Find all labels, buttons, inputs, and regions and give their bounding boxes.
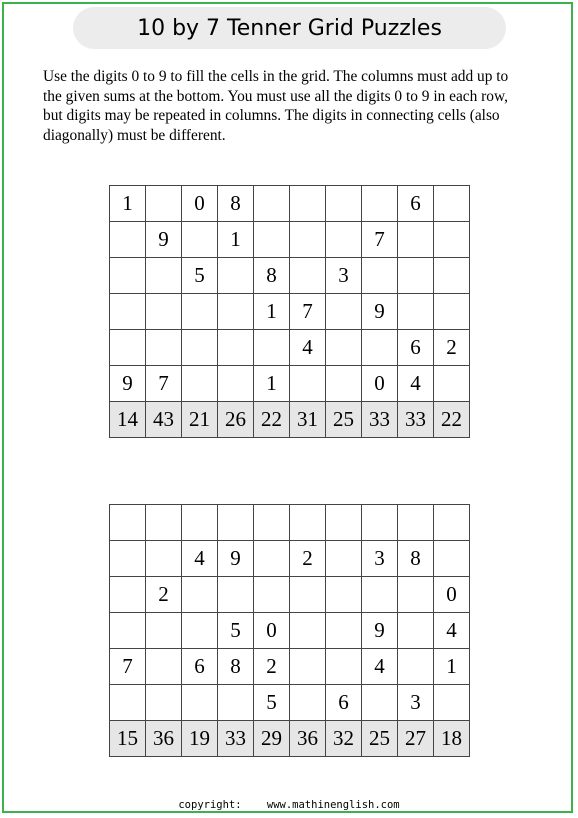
column-sum: 33 [362,402,398,438]
grid-cell[interactable] [326,186,362,222]
grid-cell[interactable] [146,330,182,366]
grid-cell[interactable]: 2 [290,541,326,577]
grid-cell[interactable]: 1 [434,649,470,685]
column-sum: 22 [434,402,470,438]
grid-cell[interactable] [398,613,434,649]
grid-cell[interactable] [110,222,146,258]
grid-cell[interactable] [254,222,290,258]
grid-cell[interactable] [362,685,398,721]
grid-cell[interactable] [182,366,218,402]
grid-cell[interactable] [434,186,470,222]
grid-row [110,366,470,402]
column-sum: 31 [290,402,326,438]
grid-cell[interactable] [362,258,398,294]
grid-cell[interactable]: 3 [326,258,362,294]
grid-cell[interactable]: 7 [290,294,326,330]
grid-cell[interactable]: 5 [254,685,290,721]
grid-cell[interactable]: 7 [146,366,182,402]
grid-cell[interactable]: 5 [218,613,254,649]
grid-cell[interactable] [434,366,470,402]
grid-cell[interactable]: 1 [254,294,290,330]
instruction-line: diagonally) must be different. [43,126,226,144]
grid-cell[interactable] [146,505,182,541]
grid-cell[interactable] [254,186,290,222]
grid-cell[interactable] [434,685,470,721]
grid-cell[interactable] [326,577,362,613]
column-sum: 15 [110,721,146,757]
grid-cell[interactable]: 6 [398,186,434,222]
column-sum: 25 [326,402,362,438]
grid-cell[interactable] [110,685,146,721]
grid-cell[interactable]: 9 [146,222,182,258]
grid-cell[interactable] [146,613,182,649]
grid-cell[interactable] [434,258,470,294]
grid-cell[interactable] [218,505,254,541]
grid-cell[interactable] [398,258,434,294]
grid-row [110,186,470,222]
grid-cell[interactable] [326,366,362,402]
column-sum: 36 [290,721,326,757]
column-sum: 36 [146,721,182,757]
grid-cell[interactable]: 8 [218,649,254,685]
grid-cell[interactable]: 7 [362,222,398,258]
grid-cell[interactable] [398,577,434,613]
grid-cell[interactable]: 2 [254,649,290,685]
grid-cell[interactable] [326,294,362,330]
grid-cell[interactable] [290,685,326,721]
puzzle-grid-2 [109,504,470,757]
grid-cell[interactable] [434,541,470,577]
grid-cell[interactable]: 9 [218,541,254,577]
puzzle-grid-1 [109,185,470,438]
grid-cell[interactable] [434,294,470,330]
grid-cell[interactable]: 4 [290,330,326,366]
grid-cell[interactable] [182,294,218,330]
grid-cell[interactable]: 2 [434,330,470,366]
grid-cell[interactable]: 6 [326,685,362,721]
column-sum: 22 [254,402,290,438]
grid-cell[interactable] [362,577,398,613]
grid-cell[interactable] [290,366,326,402]
grid-cell[interactable] [110,505,146,541]
grid-cell[interactable]: 0 [254,613,290,649]
grid-cell[interactable] [218,330,254,366]
grid-cell[interactable]: 3 [362,541,398,577]
grid-cell[interactable] [110,541,146,577]
column-sum: 19 [182,721,218,757]
grid-cell[interactable]: 0 [434,577,470,613]
instruction-line: the given sums at the bottom. You must use all the digits 0 to 9 in each row, [43,87,508,105]
grid-cell[interactable]: 0 [362,366,398,402]
grid-cell[interactable]: 7 [110,649,146,685]
grid-cell[interactable] [182,222,218,258]
grid-row [110,222,470,258]
copyright-footer [0,799,578,811]
grid-cell[interactable]: 6 [182,649,218,685]
grid-cell[interactable] [398,222,434,258]
grid-cell[interactable] [110,613,146,649]
grid-cell[interactable]: 1 [254,366,290,402]
column-sum: 32 [326,721,362,757]
copyright-label: copyright: [178,799,242,811]
grid-cell[interactable]: 1 [110,186,146,222]
grid-cell[interactable]: 9 [110,366,146,402]
grid-cell[interactable] [290,649,326,685]
grid-cell[interactable] [254,505,290,541]
column-sum: 26 [218,402,254,438]
instructions [43,67,543,145]
grid-cell[interactable] [146,186,182,222]
grid-cell[interactable] [146,294,182,330]
grid-cell[interactable]: 4 [398,366,434,402]
grid-cell[interactable]: 9 [362,613,398,649]
instruction-line: but digits may be repeated in columns. The digits in connecting cells (also [43,107,500,124]
grid-cell[interactable] [326,541,362,577]
grid-cell[interactable]: 8 [254,258,290,294]
grid-cell[interactable] [218,685,254,721]
grid-cell[interactable]: 9 [362,294,398,330]
sum-row [110,402,470,438]
grid-cell[interactable] [398,505,434,541]
grid-cell[interactable] [110,294,146,330]
page-title [73,7,506,49]
grid-cell[interactable] [110,330,146,366]
grid-cell[interactable] [326,613,362,649]
grid-cell[interactable] [254,330,290,366]
grid-cell[interactable] [182,505,218,541]
grid-cell[interactable] [182,613,218,649]
column-sum: 33 [398,402,434,438]
grid-row [110,294,470,330]
grid-cell[interactable]: 3 [398,685,434,721]
title-text: 10 by 7 Tenner Grid Puzzles [137,15,442,41]
grid-cell[interactable]: 1 [218,222,254,258]
grid-cell[interactable] [326,222,362,258]
grid-cell[interactable] [326,505,362,541]
grid-cell[interactable] [254,577,290,613]
grid-cell[interactable] [290,258,326,294]
grid-cell[interactable] [290,613,326,649]
grid-cell[interactable] [290,186,326,222]
grid-cell[interactable] [182,330,218,366]
grid-row [110,258,470,294]
grid-cell[interactable]: 0 [182,186,218,222]
grid-cell[interactable] [146,541,182,577]
website-link[interactable]: www.mathinenglish.com [266,799,400,811]
grid-cell[interactable]: 4 [362,649,398,685]
grid-cell[interactable] [290,222,326,258]
grid-row [110,577,470,613]
grid-cell[interactable] [146,649,182,685]
grid-cell[interactable] [182,577,218,613]
grid-cell[interactable] [254,541,290,577]
grid-cell[interactable] [434,505,470,541]
grid-cell[interactable]: 4 [434,613,470,649]
grid-cell[interactable]: 5 [182,258,218,294]
grid-cell[interactable] [218,258,254,294]
grid-cell[interactable] [362,505,398,541]
grid-row [110,613,470,649]
column-sum: 18 [434,721,470,757]
grid-cell[interactable] [110,577,146,613]
grid-cell[interactable]: 4 [182,541,218,577]
column-sum: 43 [146,402,182,438]
grid-cell[interactable] [146,258,182,294]
grid-cell[interactable] [398,294,434,330]
grid-cell[interactable] [146,685,182,721]
column-sum: 21 [182,402,218,438]
column-sum: 25 [362,721,398,757]
grid-cell[interactable]: 2 [146,577,182,613]
grid-cell[interactable] [290,577,326,613]
sum-row [110,721,470,757]
grid-cell[interactable] [362,186,398,222]
column-sum: 27 [398,721,434,757]
grid-cell[interactable] [290,505,326,541]
grid-cell[interactable]: 8 [218,186,254,222]
grid-cell[interactable] [182,685,218,721]
grid-cell[interactable]: 8 [398,541,434,577]
grid-cell[interactable] [398,649,434,685]
grid-cell[interactable] [362,330,398,366]
grid-cell[interactable] [434,222,470,258]
grid-cell[interactable] [326,649,362,685]
grid-row [110,541,470,577]
grid-row [110,505,470,541]
grid-cell[interactable] [218,294,254,330]
grid-row [110,685,470,721]
grid-cell[interactable] [218,366,254,402]
grid-row [110,330,470,366]
instruction-line: Use the digits 0 to 9 to fill the cells in the grid. The columns must add up to [43,68,509,85]
column-sum: 29 [254,721,290,757]
grid-row [110,649,470,685]
grid-cell[interactable] [110,258,146,294]
grid-cell[interactable]: 6 [398,330,434,366]
grid-cell[interactable] [218,577,254,613]
grid-cell[interactable] [326,330,362,366]
column-sum: 14 [110,402,146,438]
column-sum: 33 [218,721,254,757]
